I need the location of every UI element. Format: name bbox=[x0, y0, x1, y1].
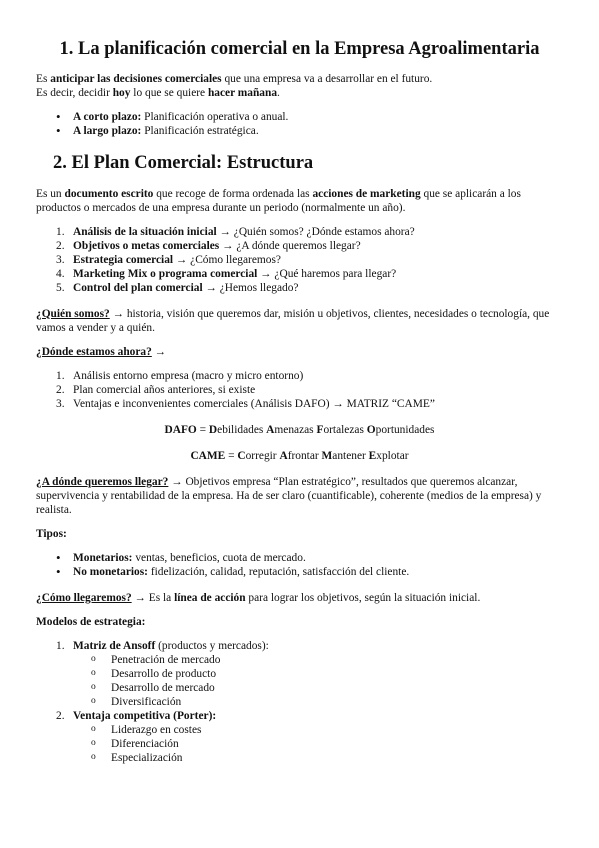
sub-list-item: o Especialización bbox=[36, 751, 563, 765]
donde-estamos-heading: ¿Dónde estamos ahora? → bbox=[36, 346, 167, 358]
estructura-list bbox=[36, 225, 563, 295]
sub-list-item: o Liderazgo en costes bbox=[36, 723, 563, 737]
list-item: 3. Ventajas e inconvenientes comerciales (Análisis DAFO) → MATRIZ “CAME” bbox=[56, 398, 435, 410]
quien-somos-paragraph: ¿Quién somos? → historia, visión que queremos dar, misión u objetivos, clientes, necesidades o tecnología, que vamos a vender y a quién. bbox=[36, 308, 550, 334]
sub-list-item: o Desarrollo de producto bbox=[36, 667, 563, 681]
tipos-heading: Tipos: bbox=[36, 528, 67, 540]
list-item: 2. Objetivos o metas comerciales → ¿A dónde queremos llegar? bbox=[56, 240, 361, 252]
list-item: 2. Ventaja competitiva (Porter): bbox=[56, 710, 217, 722]
como-paragraph: ¿Cómo llegaremos? → Es la línea de acción para lograr los objetivos, según la situación inicial. bbox=[36, 592, 481, 604]
list-item: 1. Análisis de la situación inicial → ¿Quién somos? ¿Dónde estamos ahora? bbox=[56, 226, 415, 238]
tipos-list bbox=[36, 551, 563, 579]
came-definition: CAME = Corregir Afrontar Mantener Explotar bbox=[190, 450, 409, 462]
a-donde-paragraph: ¿A dónde queremos llegar? → Objetivos empresa “Plan estratégico”, resultados que queremos alcanzar, supervivencia y rentabilidad de la empresa. Ha de ser claro (cuantificable), coherente (medios de la empresa) y realista. bbox=[36, 476, 542, 516]
list-item: • A largo plazo: Planificación estratégica. bbox=[36, 124, 563, 138]
modelos-list bbox=[36, 639, 563, 765]
sub-list-wrapper bbox=[36, 653, 563, 709]
section-title-2: 2. El Plan Comercial: Estructura bbox=[53, 153, 314, 173]
sub-list-item: o Diversificación bbox=[36, 695, 563, 709]
list-item: 1. Análisis entorno empresa (macro y micro entorno) bbox=[56, 370, 304, 382]
list-item: • A corto plazo: Planificación operativa o anual. bbox=[36, 110, 563, 124]
donde-list bbox=[36, 369, 563, 411]
sub-list-wrapper bbox=[36, 723, 563, 765]
sub-list-item: o Diferenciación bbox=[36, 737, 563, 751]
porter-sub-list bbox=[36, 723, 563, 765]
intro-line-1: Es anticipar las decisiones comerciales que una empresa va a desarrollar en el futuro. bbox=[36, 73, 433, 85]
list-item: • No monetarios: fidelización, calidad, reputación, satisfacción del cliente. bbox=[36, 565, 563, 579]
list-item: • Monetarios: ventas, beneficios, cuota de mercado. bbox=[36, 551, 563, 565]
list-item: 2. Plan comercial años anteriores, si existe bbox=[56, 384, 256, 396]
list-item: 4. Marketing Mix o programa comercial → ¿Qué haremos para llegar? bbox=[56, 268, 397, 280]
plan-definition: Es un documento escrito que recoge de forma ordenada las acciones de marketing que se aplicarán a los productos o mercados de una empresa durante un periodo (normalmente un año). bbox=[36, 188, 521, 214]
list-item: 5. Control del plan comercial → ¿Hemos llegado? bbox=[56, 282, 299, 294]
intro-line-2: Es decir, decidir hoy lo que se quiere hacer mañana. bbox=[36, 87, 280, 99]
list-item: 1. Matriz de Ansoff (productos y mercados): bbox=[56, 640, 269, 652]
dafo-definition: DAFO = Debilidades Amenazas Fortalezas Oportunidades bbox=[164, 424, 435, 436]
modelos-heading: Modelos de estrategia: bbox=[36, 616, 146, 628]
sub-list-item: o Desarrollo de mercado bbox=[36, 681, 563, 695]
plazos-list bbox=[36, 110, 563, 138]
list-item: 3. Estrategia comercial → ¿Cómo llegaremos? bbox=[56, 254, 281, 266]
section-title-1: 1. La planificación comercial en la Empresa Agroalimentaria bbox=[59, 39, 540, 59]
sub-list-item: o Penetración de mercado bbox=[36, 653, 563, 667]
ansoff-sub-list bbox=[36, 653, 563, 709]
